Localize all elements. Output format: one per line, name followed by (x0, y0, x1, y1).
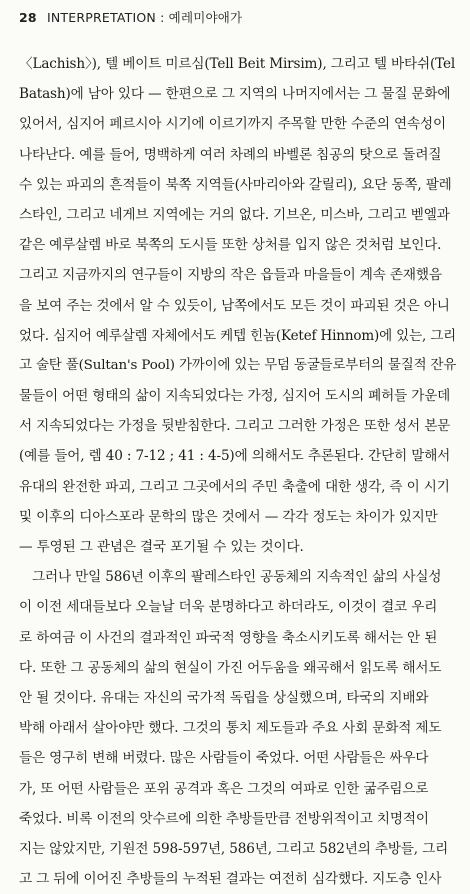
text-line: 을 보여 주는 것에서 알 수 있듯이, 남쪽에서도 모든 것이 파괴된 것은 아니 (19, 297, 450, 314)
text-line: 스타인, 그리고 네게브 지역에는 거의 없다. 기브온, 미스바, 그리고 벧엘과 (19, 206, 450, 223)
text-line: 었다. 심지어 예루살렘 자체에서도 케텝 힌놈(Ketef Hinnom)에 있는, 그리 (19, 327, 456, 344)
running-title: INTERPRETATION : 예레미야애가 (46, 10, 243, 25)
text-line: 있어서, 심지어 페르시아 시기에 이르기까지 주목할 만한 수준의 연속성이 (19, 116, 446, 133)
text-line: 박해 아래서 살아야만 했다. 그것의 통치 제도들과 주요 사회 문화적 제도 (19, 720, 442, 737)
text-line: 가, 또 어떤 사람들은 포위 공격과 혹은 그것의 여파로 인한 굶주림으로 (19, 780, 429, 797)
text-line: — 투영된 그 관념은 결국 포기될 수 있는 것이다. (19, 539, 304, 555)
text-line: 들은 영구히 변해 버렸다. 많은 사람들이 죽었다. 어떤 사람들은 싸우다 (19, 750, 429, 767)
text-line: 유대의 완전한 파괴, 그리고 그곳에서의 주민 축출에 대한 생각, 즉 이 시기 (19, 478, 450, 495)
text-line: 서 지속되었다는 가정을 뒷받침한다. 그리고 그러한 가정은 또한 성서 본문 (19, 418, 451, 435)
text-line: (예를 들어, 렘 40 : 7-12 ; 41 : 4-5)에 의해서도 추론된다. 간단히 말해서 (19, 448, 451, 465)
text-line: 〈Lachish〉), 텔 베이트 미르심(Tell Beit Mirsim), 그리고 텔 바타쉬(Tel (19, 56, 456, 72)
text-line: 지는 않았지만, 기원전 598-597년, 586년, 그리고 582년의 추방들, 그리 (19, 840, 449, 857)
text-line: 죽었다. 비록 이전의 앗수르에 의한 추방들만큼 전방위적이고 치명적이 (19, 810, 429, 827)
text-line: 그러나 만일 586년 이후의 팔레스타인 공동체의 지속적인 삶의 사실성 (32, 569, 442, 586)
text-line: 및 이후의 디아스포라 문학의 많은 것에서 — 각각 정도는 차이가 있지만 (19, 508, 438, 525)
text-line: 수 있는 파괴의 흔적들이 북쪽 지역들(사마리아와 갈릴리), 요단 동쪽, 팔레 (19, 176, 452, 193)
text-line: 다. 또한 그 공동체의 삶의 현실이 가진 어두움을 왜곡해서 읽도록 해서도 (19, 659, 442, 676)
text-line: 로 하여금 이 사건의 결과적인 파국적 영향을 축소시키도록 해서는 안 된 (19, 629, 438, 646)
page-number: 28 (19, 10, 37, 25)
text-line: 같은 예루살렘 바로 북쪽의 도시들 또한 상처를 입지 않은 것처럼 보인다. (19, 237, 442, 254)
text-line: 나타난다. 예를 들어, 명백하게 여러 차례의 바벨론 침공의 탓으로 돌려질 (19, 146, 442, 163)
text-line: 물들이 어떤 형태의 삶이 지속되었다는 가정, 심지어 도시의 폐허들 가운데 (19, 388, 451, 405)
paragraph (19, 49, 456, 562)
text-line: 고 술탄 풀(Sultan's Pool) 가까이에 있는 무덤 동굴들로부터의 물질적 잔유 (19, 357, 456, 373)
text-line: 그리고 지금까지의 연구들이 지방의 작은 읍들과 마을들이 계속 존재했음 (19, 267, 442, 284)
text-line: Batash)에 남아 있다 — 한편으로 그 지역의 나머지에서는 그 물질 문화에 (19, 86, 451, 103)
running-header (19, 8, 242, 26)
body-text (19, 49, 456, 894)
paragraph (19, 562, 456, 894)
text-line: 이 이전 세대들보다 오늘날 더욱 분명하다고 하더라도, 이것이 결코 우리 (19, 599, 438, 616)
text-line: 안 될 것이다. 유대는 자신의 국가적 독립을 상실했으며, 타국의 지배와 (19, 689, 429, 706)
text-line: 고 그 뒤에 이어진 추방들의 누적된 결과는 여전히 심각했다. 지도층 인사 (19, 871, 442, 888)
